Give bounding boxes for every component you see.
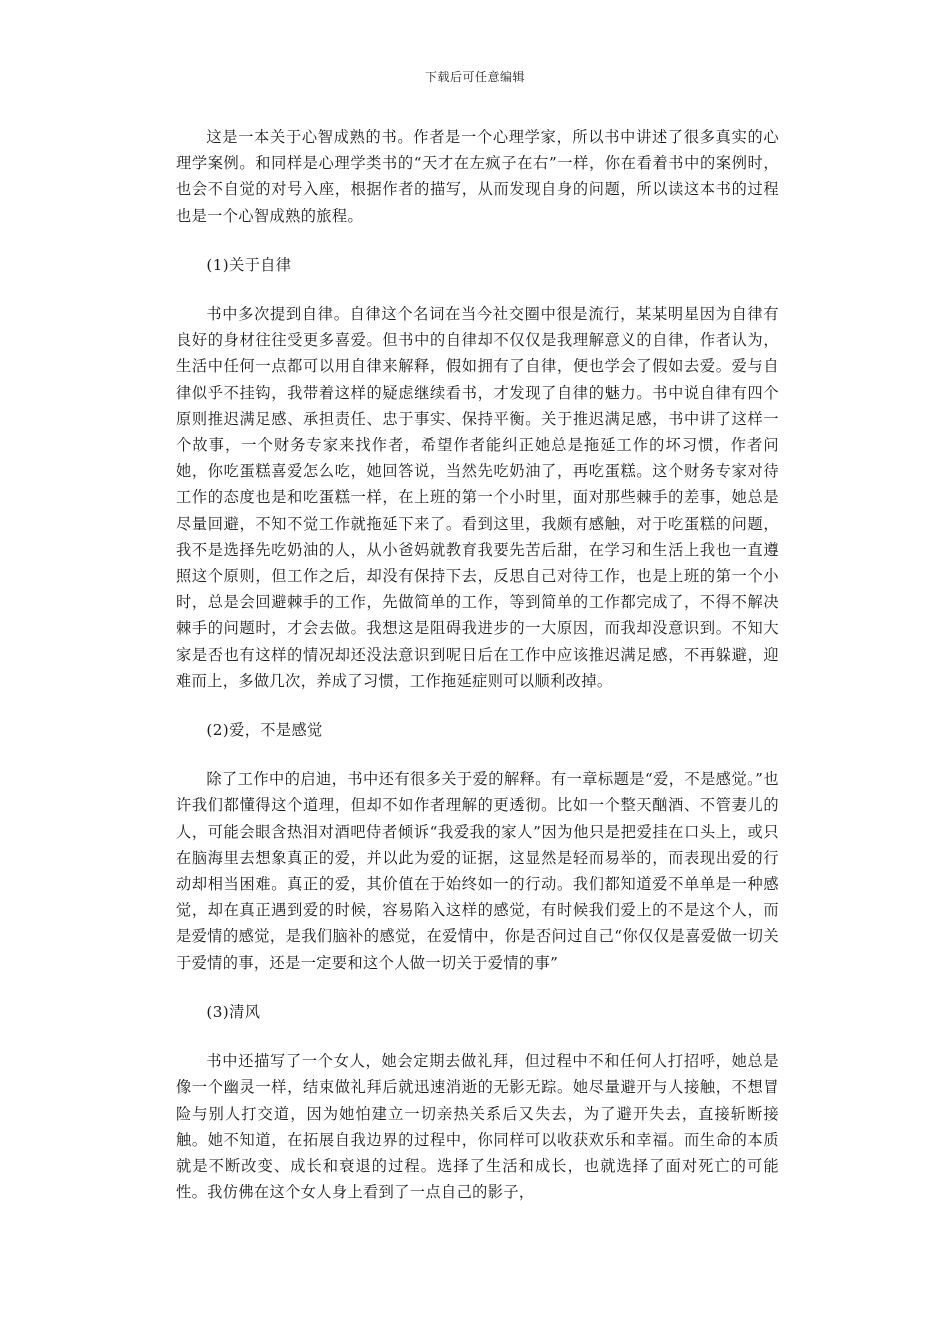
section-heading-breeze: (3)清风 xyxy=(206,1002,261,1021)
intro-paragraph: 这是一本关于心智成熟的书。作者是一个心理学家，所以书中讲述了很多真实的心理学案例。和同样是心理学类书的“天才在左疯子在右”一样，你在看着书中的案例时，也会不自觉的对号入座，根据作者的描写，从而发现自身的问题，所以读这本书的过程也是一个心智成熟的旅程。 xyxy=(176,128,779,225)
page-header: 下载后可任意编辑 xyxy=(424,70,525,84)
section-body-love: 除了工作中的启迪，书中还有很多关于爱的解释。有一章标题是“爱，不是感觉。”也许我们都懂得这个道理，但却不如作者理解的更透彻。比如一个整天酗酒、不管妻儿的人，可能会眼含热泪对酒吧侍者倾诉“我爱我的家人”因为他只是把爱挂在口头上，或只在脑海里去想象真正的爱，并以此为爱的证据，这显然是轻而易举的，而表现出爱的行动却相当困难。真正的爱，其价值在于始终如一的行动。我们都知道爱不单单是一种感觉，却在真正遇到爱的时候，容易陷入这样的感觉，有时候我们爱上的不是这个人，而是爱情的感觉，是我们脑补的感觉，在爱情中，你是否问过自己“你仅仅是喜爱做一切关于爱情的事，还是一定要和这个人做一切关于爱情的事” xyxy=(176,770,779,972)
section-body-self-discipline: 书中多次提到自律。自律这个名词在当今社交圈中很是流行，某某明星因为自律有良好的身材往往受更多喜爱。但书中的自律却不仅仅是我理解意义的自律，作者认为，生活中任何一点都可以用自律来解释，假如拥有了自律，便也学会了假如去爱。爱与自律似乎不挂钩，我带着这样的疑虑继续看书，才发现了自律的魅力。书中说自律有四个原则推迟满足感、承担责任、忠于事实、保持平衡。关于推迟满足感，书中讲了这样一个故事，一个财务专家来找作者，希望作者能纠正她总是拖延工作的坏习惯，作者问她，你吃蛋糕喜爱怎么吃，她回答说，当然先吃奶油了，再吃蛋糕。这个财务专家对待工作的态度也是和吃蛋糕一样，在上班的第一个小时里，面对那些棘手的差事，她总是尽量回避，不知不觉工作就拖延下来了。看到这里，我颇有感触，对于吃蛋糕的问题，我不是选择先吃奶油的人，从小爸妈就教育我要先苦后甜，在学习和生活上我也一直遵照这个原则，但工作之后，却没有保持下去，反思自己对待工作，也是上班的第一个小时，总是会回避棘手的工作，先做简单的工作，等到简单的工作都完成了，不得不解决棘手的问题时，才会去做。我想这是阻碍我进步的一大原因，而我却没意识到。不知大家是否也有这样的情况却还没法意识到呢日后在工作中应该推迟满足感，不再躲避，迎难而上，多做几次，养成了习惯，工作拖延症则可以顺利改掉。 xyxy=(176,305,779,690)
section-heading-love: (2)爱，不是感觉 xyxy=(206,721,323,740)
section-heading-self-discipline: (1)关于自律 xyxy=(206,255,292,274)
section-body-breeze: 书中还描写了一个女人，她会定期去做礼拜，但过程中不和任何人打招呼，她总是像一个幽灵一样，结束做礼拜后就迅速消逝的无影无踪。她尽量避开与人接触，不想冒险与别人打交道，因为她怕建立一切亲热关系后又失去，为了避开失去，直接斩断接触。她不知道，在拓展自我边界的过程中，你同样可以收获欢乐和幸福。而生命的本质就是不断改变、成长和衰退的过程。选择了生活和成长，也就选择了面对死亡的可能性。我仿佛在这个女人身上看到了一点自己的影子， xyxy=(176,1052,779,1202)
document-body xyxy=(176,124,779,1205)
